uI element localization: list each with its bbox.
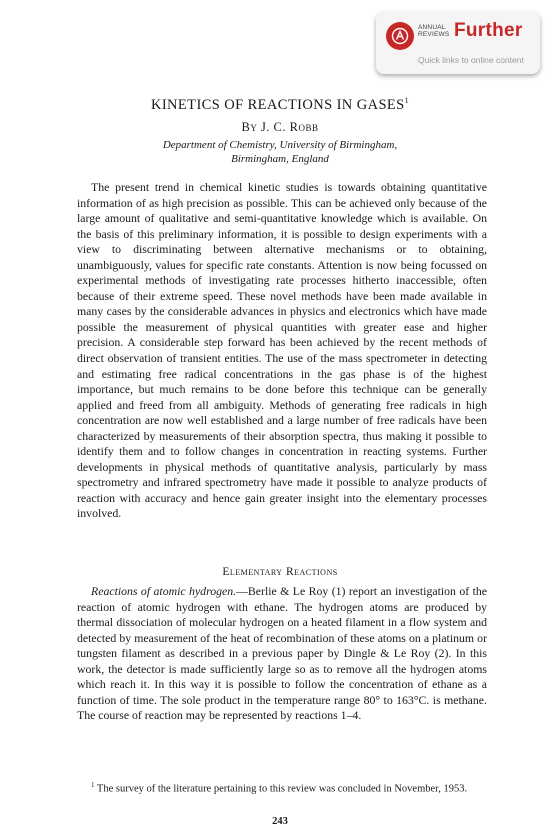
subsection-lead: Reactions of atomic hydrogen. — [91, 584, 237, 598]
footnote — [77, 778, 487, 797]
intro-paragraph: The present trend in chemical kinetic studies is towards obtaining quantitative information of as high precision as possible. This can be achieved only because of the large amount of qualitative and semi-quantitative knowledge which is available. On the basis of this preliminary information, it is possible to design experiments with a view to discriminating between alternative mechanisms or to obtaining, unambiguously, values for specific rate constants. Attention is now being focussed on experimental methods of investigating rate processes hitherto inaccessible, often because of their extreme speed. These novel methods have been made available in many cases by the considerable advances in physics and electronics which have made possible the measurement of physical quantities with greater ease and higher precision. A considerable step forward has been achieved by the recent methods of direct observation of transient entities. The use of the mass spectrometer in detecting and estimating free radical concentrations in the gas phase is of the highest importance, but much remains to be done before this technique can be generally applied and freed from all ambiguity. Methods of generating free radicals in high concentration are now well established and a large number of free radicals have been characterized by measurements of their absorption spectra, thus making it possible to identify them and to follow changes in concentration in reacting systems. Further developments in physical methods of quantitative analysis, particularly by mass spectrometry and infrared spectrometry have made it possible to analyze products of reaction with accuracy and hence gain greater insight into the elementary processes involved. — [77, 180, 487, 521]
badge-small-top: ANNUAL — [418, 24, 446, 31]
annual-reviews-logo-icon — [386, 22, 414, 50]
badge-publisher-label — [418, 24, 449, 38]
article-title — [0, 96, 560, 114]
author-affiliation — [0, 138, 560, 166]
footnote-text: The survey of the literature pertaining to this review was concluded in November, 1953. — [94, 783, 468, 795]
badge-small-bottom: REVIEWS — [418, 31, 450, 38]
atomic-hydrogen-paragraph — [77, 584, 487, 724]
affiliation-line-1: Department of Chemistry, University of Birmingham, — [162, 139, 398, 151]
title-footnote-ref[interactable]: 1 — [404, 96, 410, 105]
article-title-text: KINETICS OF REACTIONS IN GASES — [150, 96, 405, 113]
annual-reviews-further-badge[interactable] — [376, 12, 540, 74]
badge-further-label: Further — [454, 20, 523, 41]
article-author: By J. C. Robb — [241, 120, 319, 134]
affiliation-line-2: Birmingham, England — [231, 153, 329, 165]
section-heading: Elementary Reactions — [222, 566, 338, 578]
badge-quick-links-label: Quick links to online content — [418, 55, 524, 65]
footnote-mark: 1 — [91, 781, 95, 789]
page-number: 243 — [272, 816, 288, 827]
subsection-body: —Berlie & Le Roy (1) report an investigation of the reaction of atomic hydrogen with ethane. The hydrogen atoms are produced by thermal dissociation of molecular hydrogen on a heated filament in a flow system and detected by measurement of the heat of recombination of these atoms on a platinum or tungsten filament as described in a previous paper by Dingle & Le Roy (2). In this work, the detector is made sufficiently large so as to remove all the hydrogen atoms which reach it. In this way it is possible to follow the concentration of ethane as a function of time. The sole product in the temperature range 80° to 163°C. is methane. The course of reaction may be represented by reactions 1–4. — [77, 584, 488, 723]
